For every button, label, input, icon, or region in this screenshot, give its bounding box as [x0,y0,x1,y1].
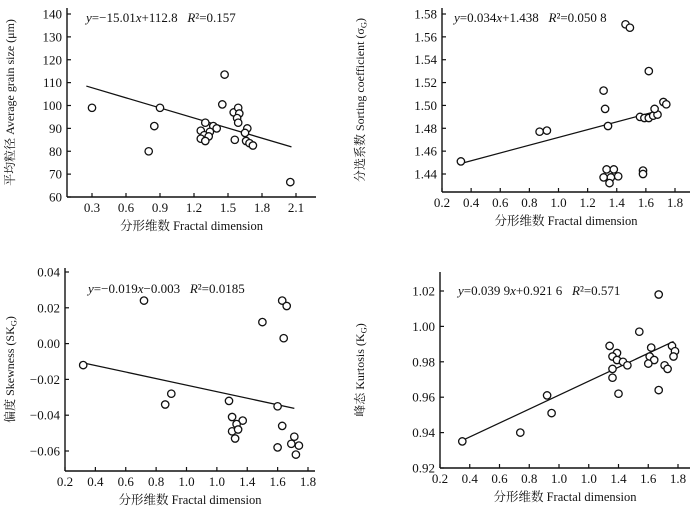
data-point [651,105,658,112]
data-point [274,403,281,410]
y-tick-label: 130 [42,29,62,45]
data-point [274,444,281,451]
y-tick-label: 1.58 [414,6,437,22]
x-tick-label: 1.4 [239,474,256,489]
data-point [231,435,238,442]
data-point [603,166,610,173]
data-point [604,122,611,129]
data-point [645,360,652,367]
data-point [655,291,662,298]
panel-skewness [2,265,316,508]
x-axis-title: 分形维数 Fractal dimension [118,493,262,507]
equation-label: y=−15.01x+112.8 R²=0.157 [86,10,236,25]
data-points [457,21,670,187]
x-tick-label: 0.4 [463,195,480,210]
y-tick-label: −0.04 [29,407,60,423]
equation-label: y=−0.019x−0.003 R²=0.0185 [88,281,245,296]
data-points [88,71,294,186]
x-tick-label: 1.0 [550,471,568,486]
data-point [457,158,464,165]
data-point [279,422,286,429]
data-point [168,390,175,397]
y-tick-label: 1.56 [414,29,437,45]
equation-label: y=0.039 9x+0.921 6 R²=0.571 [458,283,621,298]
x-tick-label: 1.6 [637,195,654,210]
x-tick-label: 0.8 [521,195,538,210]
x-axis-title: 分形维数 Fractal dimension [119,219,264,233]
data-point [259,318,266,325]
y-axis-title: 分选系数 Sorting coefficient $(\sigma_G)$ [353,17,369,183]
data-point [162,401,169,408]
data-point [548,409,555,416]
y-tick-label: 1.54 [414,52,437,68]
x-tick-label: 1.2 [579,195,596,210]
data-point [231,136,238,143]
data-point [234,426,241,433]
trend-line [461,112,654,164]
panel-average-grain-size [2,7,316,234]
data-point [543,392,550,399]
y-tick-label: 0.00 [37,336,60,352]
data-point [140,297,147,304]
data-point [655,386,662,393]
data-point [610,166,617,173]
data-point [292,451,299,458]
data-point [280,335,287,342]
data-point [145,148,152,155]
data-point [283,302,290,309]
data-point [213,125,220,132]
y-tick-label: 100 [42,98,62,113]
x-tick-label: 1.0 [550,195,567,210]
y-tick-label: −0.06 [29,443,60,459]
y-tick-label: 0.02 [37,300,60,316]
y-tick-label: 70 [49,166,62,182]
data-point [88,104,95,111]
data-point [459,438,466,445]
x-tick-label: 0.8 [521,471,538,486]
y-axis-title: 平均粒径 Average grain size (μm) [3,19,17,186]
x-tick-label: 0.6 [117,474,134,489]
x-tick-label: 1.6 [640,471,657,486]
data-point [287,178,294,185]
equation-label: y=0.034x+1.438 R²=0.050 8 [454,10,607,25]
data-point [151,122,158,129]
x-tick-label: 0.2 [433,195,451,210]
data-points [459,291,679,445]
y-tick-label: 1.52 [414,75,437,91]
x-tick-label: 1.8 [666,195,684,210]
x-tick-label: 0.6 [492,195,509,210]
x-tick-label: 2.1 [287,200,305,215]
x-tick-label: 1.0 [580,471,597,486]
x-axis-title: 分形维数 Fractal dimension [494,214,638,228]
y-tick-label: 0.98 [412,354,435,370]
data-point [626,24,633,31]
y-tick-label: 0.04 [37,264,60,280]
data-point [645,67,652,74]
data-point [609,374,616,381]
x-tick-label: 1.8 [253,200,271,215]
data-point [663,101,670,108]
data-point [601,105,608,112]
panel-sorting-coefficient [352,7,690,229]
y-tick-label: −0.02 [29,371,60,387]
x-tick-label: 0.8 [148,474,165,489]
data-point [517,429,524,436]
y-tick-label: 1.00 [412,318,435,334]
y-tick-label: 0.92 [412,460,435,476]
x-tick-label: 1.8 [299,474,317,489]
x-tick-label: 1.2 [185,200,203,215]
x-tick-label: 0.4 [87,474,104,489]
data-point [670,353,677,360]
data-point [156,104,163,111]
y-axis-title: 偏度 Skewness $(SK_G)$ [3,316,19,423]
y-tick-label: 80 [49,143,62,159]
x-tick-label: 1.4 [610,471,627,486]
data-point [648,344,655,351]
data-point [225,397,232,404]
data-points [80,297,303,458]
y-axis-title: 峰态 Kurtosis $(K_G)$ [353,323,369,417]
trend-line [86,86,291,147]
data-point [241,129,248,136]
data-point [615,173,622,180]
data-point [288,440,295,447]
y-tick-label: 90 [49,120,62,136]
data-point [600,87,607,94]
x-tick-label: 1.8 [669,471,687,486]
y-tick-label: 1.50 [414,97,437,113]
x-tick-label: 0.6 [491,471,508,486]
data-point [202,137,209,144]
y-tick-label: 60 [49,189,62,205]
data-point [609,365,616,372]
data-point [219,101,226,108]
data-point [664,365,671,372]
y-tick-label: 1.44 [414,166,437,182]
data-point [228,413,235,420]
data-point [536,128,543,135]
y-tick-label: 0.94 [412,425,435,441]
data-point [639,170,646,177]
data-point [543,127,550,134]
x-tick-label: 1.0 [208,474,225,489]
y-tick-label: 140 [42,6,62,22]
y-tick-label: 1.46 [414,143,437,159]
data-point [202,119,209,126]
trend-line [459,341,673,441]
x-tick-label: 1.5 [219,200,237,215]
x-tick-label: 1.0 [178,474,195,489]
data-point [606,179,613,186]
x-tick-label: 0.2 [56,474,74,489]
data-point [600,174,607,181]
data-point [221,71,228,78]
data-point [615,390,622,397]
y-tick-label: 1.02 [412,283,435,299]
data-point [249,142,256,149]
panel-kurtosis [353,272,690,504]
data-point [606,342,613,349]
x-tick-label: 0.4 [461,471,478,486]
data-point [80,361,87,368]
x-tick-label: 1.4 [608,195,625,210]
x-tick-label: 0.3 [83,200,101,215]
x-axis-title: 分形维数 Fractal dimension [493,490,637,504]
data-point [235,119,242,126]
x-tick-label: 1.6 [269,474,286,489]
x-tick-label: 0.9 [151,200,169,215]
x-tick-label: 0.6 [117,200,135,215]
y-tick-label: 120 [42,52,62,68]
data-point [624,362,631,369]
data-point [291,433,298,440]
y-tick-label: 110 [42,75,62,91]
y-tick-label: 1.48 [414,120,437,136]
y-tick-label: 0.96 [412,389,435,405]
trend-line [80,362,294,408]
data-point [295,442,302,449]
data-point [636,328,643,335]
x-tick-label: 0.2 [431,471,449,486]
